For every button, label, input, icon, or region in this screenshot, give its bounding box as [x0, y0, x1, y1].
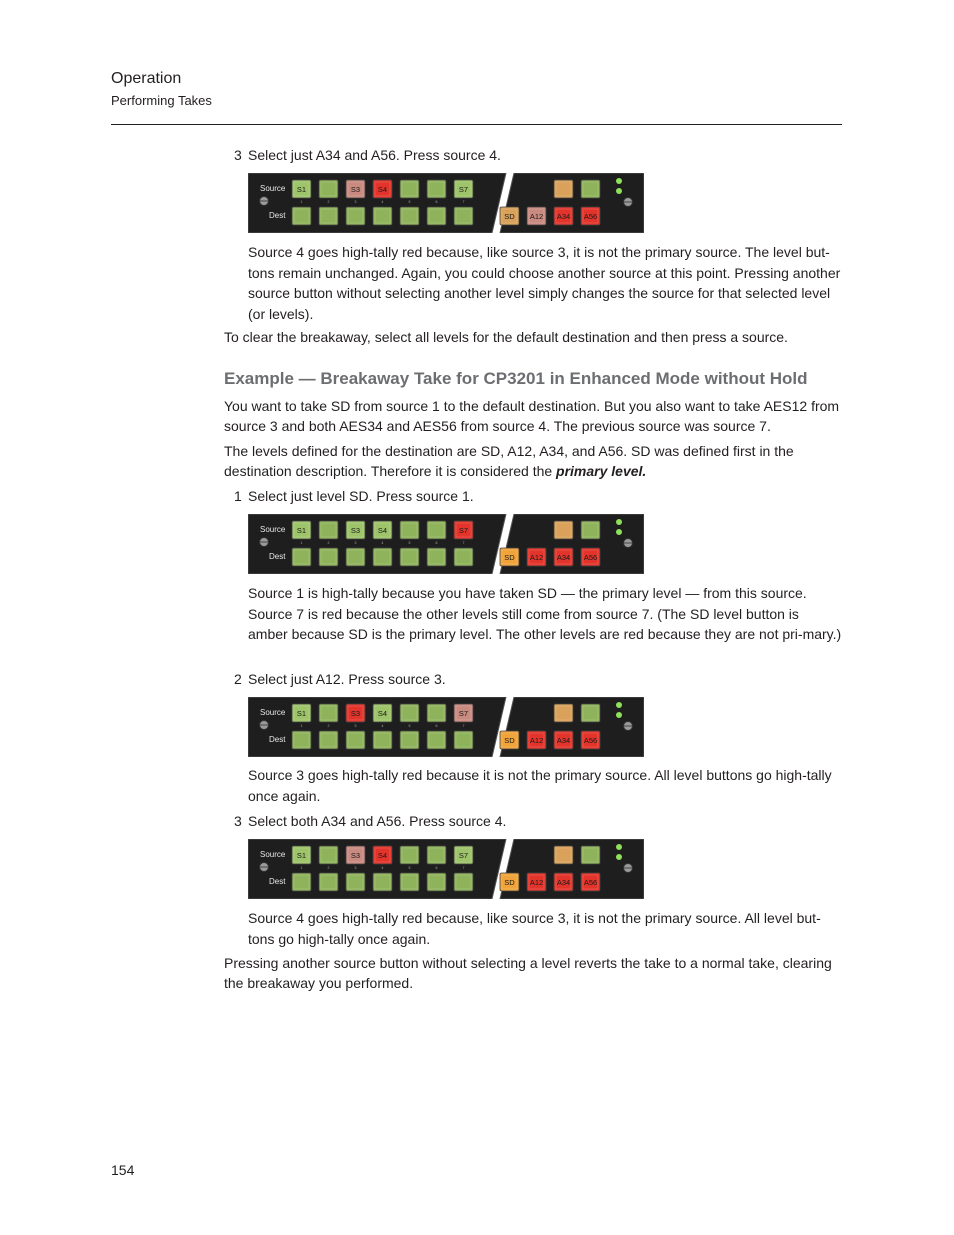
source-button-6 [427, 521, 446, 539]
dest-button-1 [292, 548, 311, 566]
level-button-a56 [581, 207, 600, 225]
source-number: 5 [408, 541, 411, 545]
button-face [400, 548, 419, 566]
button-label: SD [504, 878, 515, 887]
source-number: 3 [354, 541, 357, 545]
source-number: 1 [300, 200, 303, 204]
note-a: Source 4 goes high-tally red because, like source 3, it is not the primary source. The level but-tons remain unchanged. Again, you could choose another source at this point. Pressing another source button without selecting another level simply changes the source for that selected level (or levels). [248, 244, 841, 322]
status-led-icon [616, 178, 622, 184]
button-label: A56 [583, 878, 598, 887]
dest-button-1 [292, 731, 311, 749]
button-label: A34 [556, 878, 571, 887]
button-face [400, 731, 419, 749]
note-1: Source 1 is high-tally because you have taken SD — the primary level — from this source. Source 7 is red because the other levels still come from source 7. (The SD level button is amber because SD is the primary level. The other levels are red because they are not pri-mary.) [248, 585, 842, 642]
button-face [454, 207, 473, 225]
top-button-amber [554, 521, 573, 539]
top-button-green [581, 846, 600, 864]
source-button-7 [454, 846, 473, 864]
source-button-2 [319, 180, 338, 198]
status-led-icon [616, 188, 622, 194]
button-label: S7 [458, 526, 469, 535]
source-button-2 [319, 521, 338, 539]
button-label: A34 [556, 553, 571, 562]
button-label: S3 [350, 709, 361, 718]
source-button-7 [454, 521, 473, 539]
dest-button-1 [292, 873, 311, 891]
header-rule [111, 124, 842, 125]
status-led-icon [616, 519, 622, 525]
button-face [427, 180, 446, 198]
source-label: Source [260, 708, 286, 717]
status-led-icon [616, 702, 622, 708]
dest-button-2 [319, 873, 338, 891]
button-face [319, 846, 338, 864]
source-number: 4 [381, 541, 384, 545]
dest-button-6 [427, 548, 446, 566]
source-button-4 [373, 846, 392, 864]
button-face [373, 731, 392, 749]
panel-diagram-4 [248, 839, 644, 899]
levels-text: The levels defined for the destination are SD, A12, A34, and A56. SD was defined first in the destination description. Therefore it is considered the [224, 443, 794, 479]
button-label: S4 [377, 185, 388, 194]
level-button-a34 [554, 731, 573, 749]
level-button-sd [500, 873, 519, 891]
button-face [373, 207, 392, 225]
level-button-sd [500, 207, 519, 225]
control-panel-svg [248, 514, 644, 574]
dest-button-2 [319, 548, 338, 566]
source-number: 5 [408, 724, 411, 728]
dest-button-5 [400, 548, 419, 566]
source-number: 4 [381, 724, 384, 728]
top-button-green [581, 704, 600, 722]
level-button-a56 [581, 731, 600, 749]
step-a [234, 145, 834, 165]
button-face [427, 873, 446, 891]
button-face [427, 548, 446, 566]
button-face [400, 180, 419, 198]
button-face [292, 548, 311, 566]
source-button-5 [400, 521, 419, 539]
level-button-a34 [554, 548, 573, 566]
button-label: A34 [556, 736, 571, 745]
dest-button-3 [346, 873, 365, 891]
button-label: S1 [296, 709, 307, 718]
source-label: Source [260, 850, 286, 859]
level-button-a56 [581, 548, 600, 566]
step-number: 1 [234, 488, 242, 504]
control-panel-svg [248, 697, 644, 757]
level-button-a12 [527, 873, 546, 891]
source-button-4 [373, 704, 392, 722]
level-button-sd [500, 548, 519, 566]
dest-button-2 [319, 207, 338, 225]
source-button-2 [319, 846, 338, 864]
dest-button-4 [373, 873, 392, 891]
button-label: A56 [583, 212, 598, 221]
button-face [454, 873, 473, 891]
step-text: Select both A34 and A56. Press source 4. [248, 813, 507, 829]
step-text: Select just A34 and A56. Press source 4. [248, 147, 501, 163]
source-button-1 [292, 704, 311, 722]
source-number: 3 [354, 200, 357, 204]
button-face [400, 521, 419, 539]
source-number: 7 [462, 724, 465, 728]
source-number: 6 [435, 200, 438, 204]
dest-button-5 [400, 873, 419, 891]
button-face [581, 521, 600, 539]
source-number: 2 [327, 866, 330, 870]
source-number: 3 [354, 724, 357, 728]
panel-diagram-2 [248, 514, 644, 574]
button-face [319, 207, 338, 225]
dest-button-3 [346, 548, 365, 566]
dest-button-4 [373, 207, 392, 225]
button-face [400, 846, 419, 864]
level-button-sd [500, 731, 519, 749]
button-face [346, 873, 365, 891]
button-face [554, 846, 573, 864]
section-heading: Example — Breakaway Take for CP3201 in Enhanced Mode without Hold [224, 369, 808, 388]
level-button-a12 [527, 548, 546, 566]
button-face [319, 731, 338, 749]
source-button-4 [373, 180, 392, 198]
button-label: S1 [296, 526, 307, 535]
source-button-6 [427, 180, 446, 198]
button-face [581, 704, 600, 722]
button-face [400, 873, 419, 891]
source-button-3 [346, 521, 365, 539]
source-number: 6 [435, 866, 438, 870]
status-led-icon [616, 712, 622, 718]
button-face [319, 180, 338, 198]
button-label: SD [504, 736, 515, 745]
source-button-1 [292, 846, 311, 864]
clear-text: To clear the breakaway, select all levels for the default destination and then press a source. [224, 329, 788, 345]
button-label: A56 [583, 553, 598, 562]
dest-button-7 [454, 207, 473, 225]
source-label: Source [260, 184, 286, 193]
dest-label: Dest [269, 735, 286, 744]
source-number: 2 [327, 200, 330, 204]
source-number: 7 [462, 200, 465, 204]
source-number: 2 [327, 541, 330, 545]
status-led-icon [616, 854, 622, 860]
source-button-5 [400, 846, 419, 864]
source-button-7 [454, 704, 473, 722]
status-led-icon [616, 529, 622, 535]
button-face [292, 873, 311, 891]
header-subsection: Performing Takes [111, 93, 212, 108]
panel-diagram-1 [248, 173, 644, 233]
button-face [319, 548, 338, 566]
source-button-3 [346, 704, 365, 722]
source-button-5 [400, 180, 419, 198]
level-button-a12 [527, 207, 546, 225]
source-number: 7 [462, 541, 465, 545]
button-face [346, 548, 365, 566]
dest-button-6 [427, 207, 446, 225]
dest-button-6 [427, 873, 446, 891]
top-button-green [581, 180, 600, 198]
source-number: 4 [381, 866, 384, 870]
source-button-5 [400, 704, 419, 722]
level-button-a34 [554, 873, 573, 891]
dest-label: Dest [269, 877, 286, 886]
button-face [346, 731, 365, 749]
button-face [373, 548, 392, 566]
level-button-a34 [554, 207, 573, 225]
intro-paragraph: You want to take SD from source 1 to the default destination. But you also want to take AES12 from source 3 and both AES34 and AES56 from source 4. The previous source was source 7. [224, 398, 840, 434]
source-label: Source [260, 525, 286, 534]
button-face [292, 731, 311, 749]
dest-button-5 [400, 207, 419, 225]
button-face [554, 521, 573, 539]
source-number: 5 [408, 866, 411, 870]
dest-label: Dest [269, 552, 286, 561]
source-number: 2 [327, 724, 330, 728]
page-number: 154 [111, 1162, 135, 1178]
button-face [427, 207, 446, 225]
button-face [554, 704, 573, 722]
button-face [400, 207, 419, 225]
step-number: 3 [234, 147, 242, 163]
dest-label: Dest [269, 211, 286, 220]
dest-button-3 [346, 731, 365, 749]
button-label: S3 [350, 526, 361, 535]
dest-button-4 [373, 548, 392, 566]
source-button-2 [319, 704, 338, 722]
step-1 [234, 486, 834, 506]
step-number: 2 [234, 671, 242, 687]
top-button-amber [554, 180, 573, 198]
source-number: 1 [300, 866, 303, 870]
note-2: Source 3 goes high-tally red because it is not the primary source. All level buttons go high-tally once again. [248, 767, 832, 804]
button-label: S7 [458, 185, 469, 194]
top-button-amber [554, 846, 573, 864]
button-face [581, 846, 600, 864]
button-label: S4 [377, 526, 388, 535]
dest-button-3 [346, 207, 365, 225]
control-panel-svg [248, 839, 644, 899]
source-button-3 [346, 846, 365, 864]
step-text: Select just level SD. Press source 1. [248, 488, 474, 504]
source-number: 3 [354, 866, 357, 870]
source-button-7 [454, 180, 473, 198]
closing-paragraph: Pressing another source button without selecting a level reverts the take to a normal take, clearing the breakaway you performed. [224, 955, 832, 991]
dest-button-4 [373, 731, 392, 749]
top-button-amber [554, 704, 573, 722]
button-label: S1 [296, 851, 307, 860]
primary-level-emphasis: primary level. [556, 463, 647, 479]
button-label: A12 [529, 212, 544, 221]
source-button-4 [373, 521, 392, 539]
button-label: SD [504, 212, 515, 221]
button-label: S1 [296, 185, 307, 194]
source-button-3 [346, 180, 365, 198]
button-face [319, 704, 338, 722]
control-panel-svg [248, 173, 644, 233]
button-face [454, 731, 473, 749]
button-face [292, 207, 311, 225]
button-label: S4 [377, 709, 388, 718]
button-label: A12 [529, 736, 544, 745]
button-label: S4 [377, 851, 388, 860]
step-2 [234, 669, 834, 689]
source-number: 5 [408, 200, 411, 204]
source-number: 6 [435, 541, 438, 545]
dest-button-7 [454, 731, 473, 749]
button-face [400, 704, 419, 722]
level-button-a56 [581, 873, 600, 891]
step-number: 3 [234, 813, 242, 829]
button-label: SD [504, 553, 515, 562]
note-3: Source 4 goes high-tally red because, like source 3, it is not the primary source. All level but-tons go high-tally once again. [248, 910, 821, 947]
button-label: A12 [529, 878, 544, 887]
dest-button-6 [427, 731, 446, 749]
dest-button-7 [454, 873, 473, 891]
source-button-6 [427, 846, 446, 864]
level-button-a12 [527, 731, 546, 749]
dest-button-5 [400, 731, 419, 749]
source-button-6 [427, 704, 446, 722]
button-face [373, 873, 392, 891]
header-section: Operation [111, 70, 182, 87]
step-text: Select just A12. Press source 3. [248, 671, 446, 687]
button-face [581, 180, 600, 198]
button-label: A34 [556, 212, 571, 221]
levels-paragraph [224, 441, 842, 481]
button-face [319, 873, 338, 891]
status-led-icon [616, 844, 622, 850]
source-number: 1 [300, 724, 303, 728]
source-number: 7 [462, 866, 465, 870]
dest-button-2 [319, 731, 338, 749]
top-button-green [581, 521, 600, 539]
source-number: 6 [435, 724, 438, 728]
button-face [554, 180, 573, 198]
button-label: S3 [350, 185, 361, 194]
button-face [427, 704, 446, 722]
button-face [319, 521, 338, 539]
dest-button-1 [292, 207, 311, 225]
source-number: 4 [381, 200, 384, 204]
button-face [427, 521, 446, 539]
button-label: S3 [350, 851, 361, 860]
button-face [427, 846, 446, 864]
step-3 [234, 811, 834, 831]
source-number: 1 [300, 541, 303, 545]
panel-diagram-3 [248, 697, 644, 757]
button-label: A12 [529, 553, 544, 562]
button-face [346, 207, 365, 225]
source-button-1 [292, 180, 311, 198]
button-label: S7 [458, 709, 469, 718]
button-face [454, 548, 473, 566]
dest-button-7 [454, 548, 473, 566]
button-label: A56 [583, 736, 598, 745]
button-label: S7 [458, 851, 469, 860]
button-face [427, 731, 446, 749]
source-button-1 [292, 521, 311, 539]
